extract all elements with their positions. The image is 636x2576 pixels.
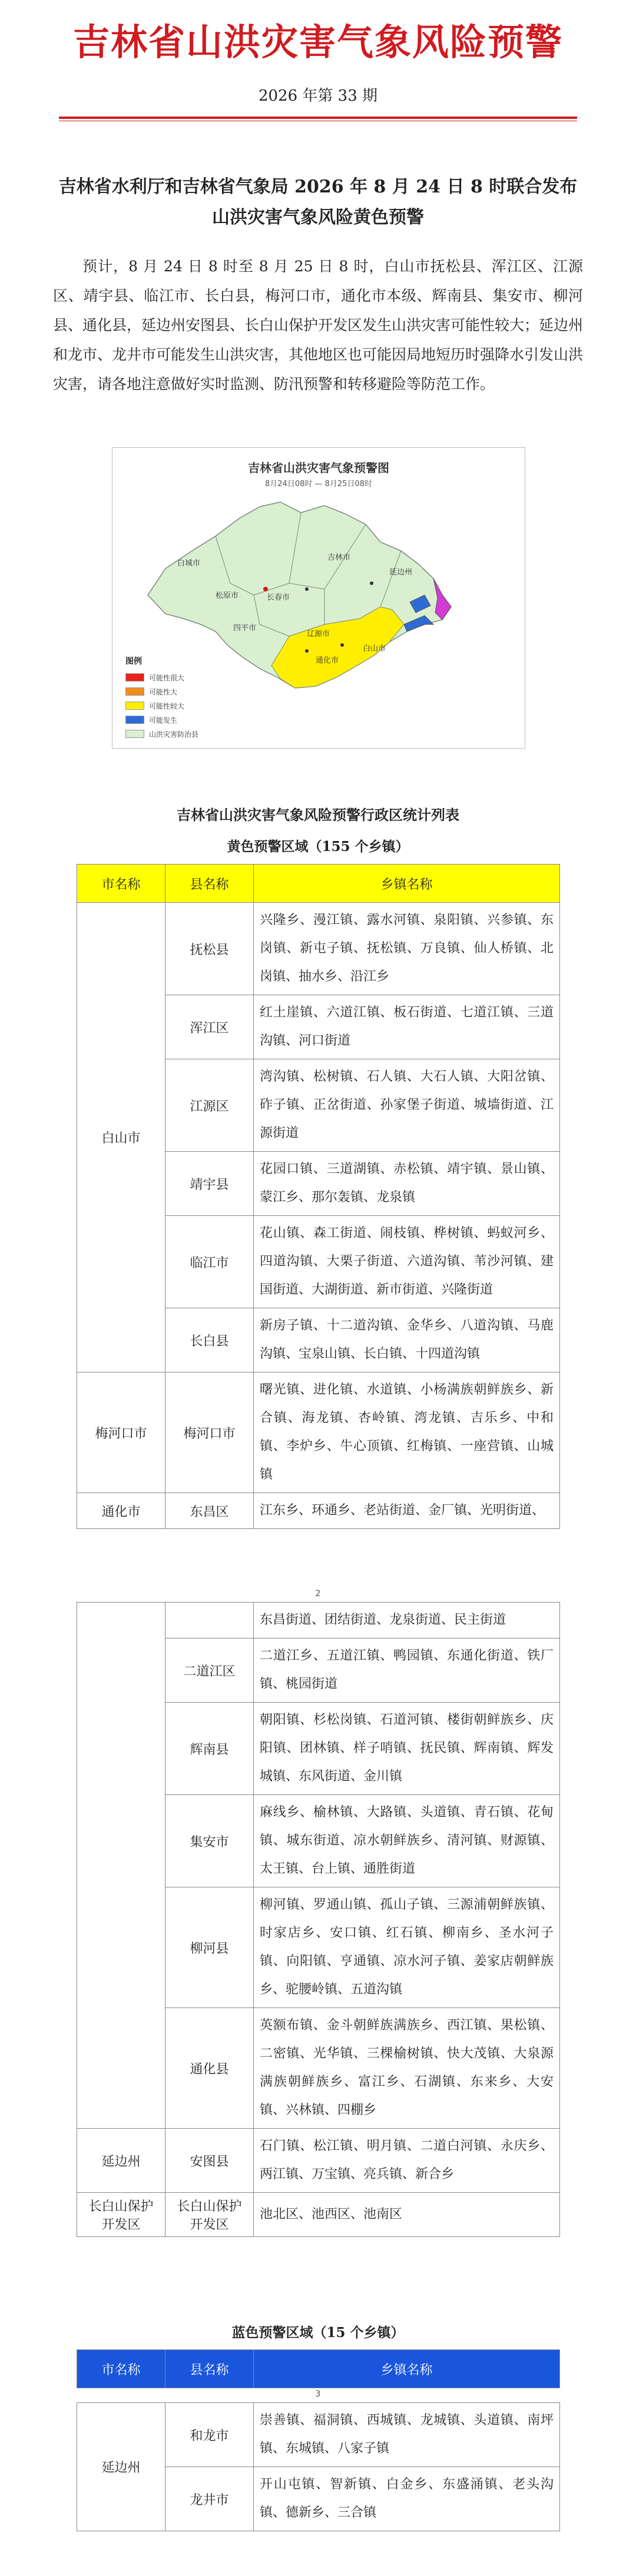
header-divider: [59, 117, 577, 119]
towns-cell: 石门镇、松江镇、明月镇、二道白河镇、永庆乡、两江镇、万宝镇、亮兵镇、新合乡: [254, 2129, 560, 2193]
city-cell: 长白山保护开发区: [77, 2193, 165, 2237]
towns-cell: 东昌街道、团结街道、龙泉街道、民主街道: [254, 1603, 560, 1638]
legend-item: 可能性较大: [125, 699, 220, 713]
county-cell: 东昌区: [165, 1493, 254, 1529]
county-cell: 集安市: [165, 1795, 254, 1887]
yellow-warning-table: [77, 864, 560, 1529]
page-number: 2: [315, 1589, 321, 1598]
table-header-row: [77, 2350, 560, 2388]
yellow-section-title: 黄色预警区域（155 个乡镇）: [227, 839, 409, 855]
legend-item: 山洪灾害防治县: [125, 727, 220, 741]
county-cell: 龙井市: [165, 2467, 254, 2531]
towns-cell: 开山屯镇、智新镇、白金乡、东盛涌镇、老头沟镇、德新乡、三合镇: [254, 2467, 560, 2531]
header-county: 县名称: [165, 2350, 254, 2388]
county-cell: 辉南县: [165, 1703, 254, 1795]
county-cell: 抚松县: [165, 903, 254, 995]
table-row: [77, 1372, 560, 1493]
legend-item: 可能性很大: [125, 670, 220, 684]
legend-swatch: [125, 673, 144, 682]
page-number: 3: [315, 2389, 321, 2399]
towns-cell: 崇善镇、福洞镇、西城镇、龙城镇、头道镇、南坪镇、东城镇、八家子镇: [254, 2403, 560, 2467]
table-row: [77, 903, 560, 995]
header-towns: 乡镇名称: [254, 2350, 560, 2388]
county-cell: 靖宇县: [165, 1152, 254, 1216]
county-cell: 通化县: [165, 2008, 254, 2129]
map-city-label: 四平市: [233, 624, 257, 633]
county-cell: 二道江区: [165, 1638, 254, 1703]
map-city-label: 长春市: [267, 593, 290, 602]
legend-swatch: [125, 687, 144, 696]
county-cell: 江源区: [165, 1059, 254, 1152]
map-city-label: 松原市: [216, 591, 239, 600]
header-towns: 乡镇名称: [254, 865, 560, 903]
blue-warning-table: [77, 2349, 560, 2388]
towns-cell: 朝阳镇、杉松岗镇、石道河镇、楼街朝鲜族乡、庆阳镇、团林镇、样子哨镇、抚民镇、辉南镇、辉发城镇、东风街道、金川镇: [254, 1703, 560, 1795]
legend-swatch: [125, 702, 144, 710]
map-city-dot: [305, 649, 309, 653]
map-city-label: 延边州: [389, 568, 413, 577]
map-date-range: 8月24日08时 — 8月25日08时: [265, 480, 372, 488]
towns-cell: 花山镇、森工街道、闹枝镇、桦树镇、蚂蚁河乡、四道沟镇、大栗子街道、六道沟镇、苇沙河镇、建国街道、大湖街道、新市街道、兴隆街道: [254, 1216, 560, 1308]
county-cell: 长白县: [165, 1308, 254, 1372]
map-title: 吉林省山洪灾害气象预警图: [248, 461, 389, 475]
city-cell: 延边州: [77, 2129, 165, 2193]
legend-title: 图例: [125, 657, 142, 666]
map-city-label: 白城市: [177, 559, 201, 568]
table-row: [77, 2403, 560, 2467]
county-cell: 临江市: [165, 1216, 254, 1308]
county-cell: 和龙市: [165, 2403, 254, 2467]
table-row: [77, 1493, 560, 1529]
table-header-row: [77, 865, 560, 903]
county-cell: 梅河口市: [165, 1372, 254, 1493]
towns-cell: 江东乡、环通乡、老站街道、金厂镇、光明街道、: [254, 1493, 560, 1529]
header-city: 市名称: [77, 2350, 165, 2388]
county-cell: 安图县: [165, 2129, 254, 2193]
map-capital-dot: [263, 587, 268, 591]
towns-cell: 湾沟镇、松树镇、石人镇、大石人镇、大阳岔镇、砟子镇、正岔街道、孙家堡子街道、城墙街道、江源街道: [254, 1059, 560, 1152]
city-cell-continued: [77, 1603, 165, 2129]
map-city-label: 吉林市: [327, 553, 351, 562]
city-cell: 白山市: [77, 903, 165, 1372]
table-row: [77, 1603, 560, 1638]
blue-warning-table-body: [77, 2402, 560, 2531]
towns-cell: 新房子镇、十二道沟镇、金华乡、八道沟镇、马鹿沟镇、宝泉山镇、长白镇、十四道沟镇: [254, 1308, 560, 1372]
towns-cell: 麻线乡、榆林镇、大路镇、头道镇、青石镇、花甸镇、城东街道、凉水朝鲜族乡、清河镇、财源镇、太王镇、台上镇、通胜街道: [254, 1795, 560, 1887]
county-cell: [165, 1603, 254, 1638]
city-cell: 通化市: [77, 1493, 165, 1529]
header-county: 县名称: [165, 865, 254, 903]
header-city: 市名称: [77, 865, 165, 903]
legend-item: 可能发生: [125, 713, 220, 727]
blue-section-title: 蓝色预警区域（15 个乡镇）: [231, 2325, 405, 2341]
towns-cell: 柳河镇、罗通山镇、孤山子镇、三源浦朝鲜族镇、时家店乡、安口镇、红石镇、柳南乡、圣水河子镇、向阳镇、亨通镇、凉水河子镇、姜家店朝鲜族乡、驼腰岭镇、五道沟镇: [254, 1887, 560, 2008]
city-cell: 梅河口市: [77, 1372, 165, 1493]
map-city-dot: [305, 587, 309, 591]
table-row: [77, 2129, 560, 2193]
towns-cell: 红土崖镇、六道江镇、板石街道、七道江镇、三道沟镇、河口街道: [254, 995, 560, 1059]
towns-cell: 花园口镇、三道湖镇、赤松镇、靖宇镇、景山镇、蒙江乡、那尔轰镇、龙泉镇: [254, 1152, 560, 1216]
towns-cell: 英额布镇、金斗朝鲜族满族乡、西江镇、果松镇、二密镇、光华镇、三棵榆树镇、快大茂镇、大泉源满族朝鲜族乡、富江乡、石湖镇、东来乡、大安镇、兴林镇、四棚乡: [254, 2008, 560, 2129]
county-cell: 浑江区: [165, 995, 254, 1059]
legend-item: 可能性大: [125, 684, 220, 699]
table-row: [77, 2193, 560, 2237]
map-city-dot: [370, 581, 373, 585]
towns-cell: 二道江乡、五道江镇、鸭园镇、东通化街道、铁厂镇、桃园街道: [254, 1638, 560, 1703]
towns-cell: 池北区、池西区、池南区: [254, 2193, 560, 2237]
towns-cell: 兴隆乡、漫江镇、露水河镇、泉阳镇、兴参镇、东岗镇、新屯子镇、抚松镇、万良镇、仙人桥镇、北岗镇、抽水乡、沿江乡: [254, 903, 560, 995]
towns-cell: 曙光镇、进化镇、水道镇、小杨满族朝鲜族乡、新合镇、海龙镇、杏岭镇、湾龙镇、吉乐乡、中和镇、李炉乡、牛心顶镇、红梅镇、一座营镇、山城镇: [254, 1372, 560, 1493]
map-legend: [125, 655, 220, 741]
yellow-warning-table-continued: [77, 1602, 560, 2237]
map-city-label: 通化市: [316, 656, 339, 665]
notice-headline: 吉林省水利厅和吉林省气象局 2026 年 8 月 24 日 8 时联合发布山洪灾害气象风险黄色预警: [58, 177, 578, 228]
map-city-dot: [340, 643, 344, 647]
notice-paragraph: 预计，8 月 24 日 8 时至 8 月 25 日 8 时，白山市抚松县、浑江区、江源区、靖宇县、临江市、长白县，梅河口市，通化市本级、辉南县、集安市、柳河县、通化县，延边州安图县、长白山保护开发区发生山洪灾害可能性较大；延边州和龙市、龙井市可能发生山洪灾害，其他地区也可能因局地短历时强降水引发山洪灾害，请各地注意做好实时监测、防汛预警和转移避险等防范工作。: [53, 258, 584, 393]
legend-swatch: [125, 730, 144, 738]
county-cell: 柳河县: [165, 1887, 254, 2008]
legend-swatch: [125, 716, 144, 724]
issue-number: 2026 年第 33 期: [258, 87, 378, 105]
masthead-title: 吉林省山洪灾害气象风险预警: [72, 21, 563, 64]
map-city-label: 白山市: [363, 644, 386, 653]
table-title: 吉林省山洪灾害气象风险预警行政区统计列表: [177, 806, 459, 823]
warning-map: [112, 447, 525, 749]
county-cell: 长白山保护开发区: [165, 2193, 254, 2237]
city-cell: 延边州: [77, 2403, 165, 2531]
map-city-label: 辽源市: [307, 630, 330, 639]
